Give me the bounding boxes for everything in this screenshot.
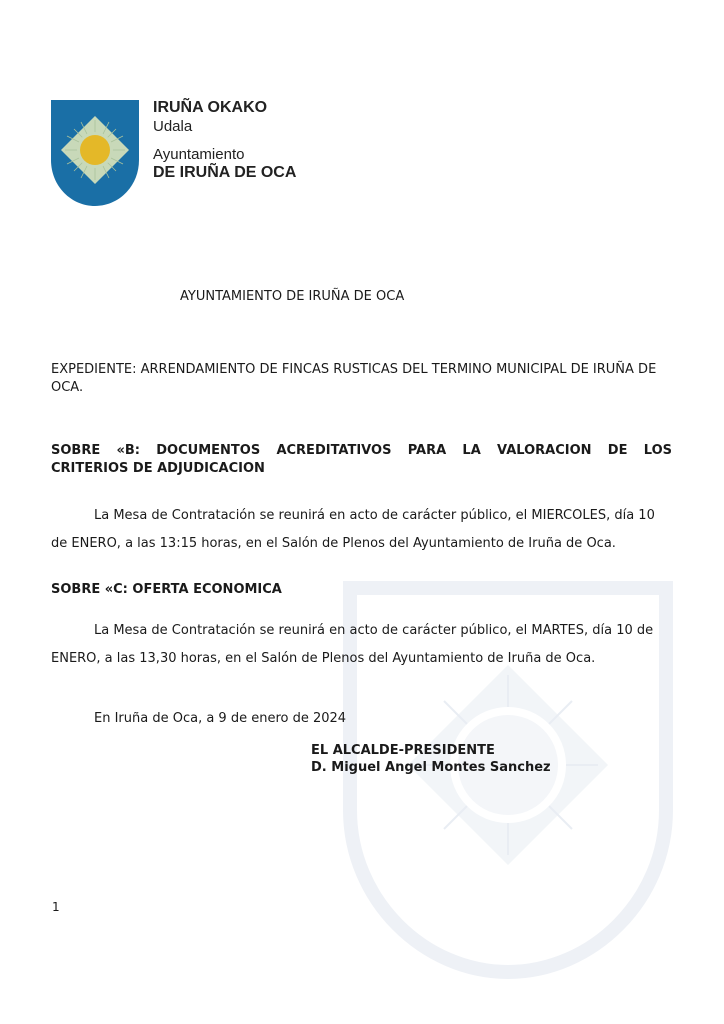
sobre-b-paragraph	[51, 502, 672, 558]
sobre-c-title: SOBRE «C: OFERTA ECONOMICA	[51, 582, 282, 597]
signatory-name: D. Miguel Angel Montes Sanchez	[311, 760, 551, 775]
municipal-shield-logo	[51, 100, 139, 206]
logo-line-spanish-name: DE IRUÑA DE OCA	[153, 164, 297, 181]
signatory-title: EL ALCALDE-PRESIDENTE	[311, 743, 495, 758]
sobre-b-line-2: CRITERIOS DE ADJUDICACION	[51, 461, 265, 476]
paragraph-line: de ENERO, a las 13:15 horas, en el Salón de Plenos del Ayuntamiento de Iruña de Oca.	[51, 536, 616, 551]
sobre-b-line-1: SOBRE «B: DOCUMENTOS ACREDITATIVOS PARA LA VALORACION DE LOS	[51, 443, 672, 458]
logo-line-ayuntamiento: Ayuntamiento	[153, 146, 245, 163]
page-number: 1	[52, 900, 60, 914]
sobre-b-title	[51, 442, 672, 478]
logo-line-udala: Udala	[153, 118, 193, 135]
date-line: En Iruña de Oca, a 9 de enero de 2024	[94, 711, 347, 726]
paragraph-line: La Mesa de Contratación se reunirá en acto de carácter público, el MIERCOLES, día 10	[94, 508, 655, 523]
sobre-c-paragraph	[51, 617, 672, 673]
signature-block	[311, 742, 551, 776]
municipal-name-block	[153, 100, 296, 181]
paragraph-line: La Mesa de Contratación se reunirá en acto de carácter público, el MARTES, día 10 de	[94, 623, 654, 638]
expediente-text: EXPEDIENTE: ARRENDAMIENTO DE FINCAS RUSTICAS DEL TERMINO MUNICIPAL DE IRUÑA DE OCA.	[51, 362, 657, 395]
paragraph-line: ENERO, a las 13,30 horas, en el Salón de Plenos del Ayuntamiento de Iruña de Oca.	[51, 651, 596, 666]
logo-line-basque-name: IRUÑA OKAKO	[153, 99, 268, 116]
document-heading: AYUNTAMIENTO DE IRUÑA DE OCA	[180, 289, 405, 304]
